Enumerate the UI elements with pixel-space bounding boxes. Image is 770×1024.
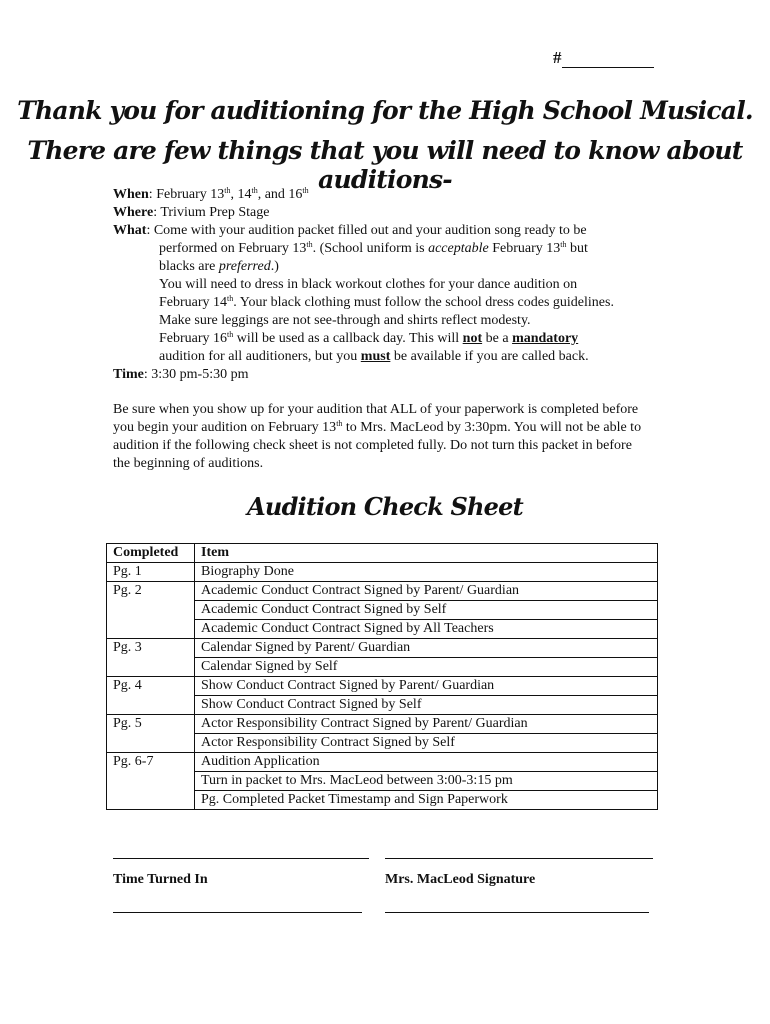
time-value: 3:30 pm-5:30 pm [151,367,249,382]
what-text: be available if you are called back. [390,349,589,364]
emphasis-not: not [462,331,483,346]
what-line-7 [113,330,653,348]
what-text: be a [482,331,513,346]
row-item-cell: Actor Responsibility Contract Signed by Parent/ Guardian [195,715,658,734]
row-item-cell: Biography Done [195,563,658,582]
table-row [107,658,658,677]
table-header-row [107,544,658,563]
what-text: will be used as a callback day. This will [233,331,463,346]
what-text: . Your black clothing must follow the school dress codes guidelines. [233,295,614,310]
table-row [107,677,658,696]
table-row [107,563,658,582]
check-sheet-title: Audition Check Sheet [247,492,523,521]
headline-line-1: Thank you for auditioning for the High School Musical. [17,96,753,125]
row-completed-cell [107,791,195,810]
what-line-2 [113,240,653,258]
what-sup: th [227,330,234,339]
what-text: blacks are [159,259,219,274]
what-italic-preferred: preferred [218,259,271,274]
table-row [107,753,658,772]
where-label: Where [113,205,154,220]
what-text: February 14 [159,295,228,310]
what-sup: th [560,240,567,249]
row-item-cell: Academic Conduct Contract Signed by Parent/ Guardian [195,582,658,601]
what-row: What: Come with your audition packet filled out and your audition song ready to be [113,223,587,238]
table-row [107,696,658,715]
row-completed-cell [107,658,195,677]
when-text-1: February 13 [156,187,225,202]
when-sup-3: th [302,186,309,195]
signature-lower-line [385,912,649,913]
paragraph-text-1: Be sure when you show up for your audition that ALL of your paperwork is completed before you begin your audition on February 13 [113,402,639,435]
row-item-cell: Calendar Signed by Parent/ Guardian [195,639,658,658]
what-line-8 [113,348,653,366]
header-completed: Completed [107,544,195,563]
when-sup-2: th [251,186,258,195]
row-item-cell: Calendar Signed by Self [195,658,658,677]
row-item-cell: Audition Application [195,753,658,772]
table-row [107,734,658,753]
when-text-2: , 14 [230,187,252,202]
row-completed-cell: Pg. 4 [107,677,195,696]
what-label: What [113,223,147,238]
row-completed-cell [107,696,195,715]
time-turned-in-label: Time Turned In [113,872,208,887]
row-item-cell: Show Conduct Contract Signed by Self [195,696,658,715]
paragraph-text-2: to Mrs. MacLeod by 3:30pm. You will not be able to audition if the following check sheet is not completed fully. Do not turn this packet in before the beginning of auditions. [113,420,642,471]
time-row: Time: 3:30 pm-5:30 pm [113,367,249,382]
time-turned-in-line [113,858,369,859]
table-row [107,620,658,639]
row-completed-cell [107,772,195,791]
row-item-cell: Show Conduct Contract Signed by Parent/ Guardian [195,677,658,696]
what-text: performed on February 13 [159,241,307,256]
row-item-cell: Academic Conduct Contract Signed by Self [195,601,658,620]
row-item-cell: Actor Responsibility Contract Signed by Self [195,734,658,753]
number-blank-line [562,49,654,68]
row-completed-cell: Pg. 1 [107,563,195,582]
table-row [107,715,658,734]
check-sheet-table [106,543,658,810]
row-completed-cell [107,734,195,753]
what-line-3 [113,258,653,276]
what-text: .) [270,259,279,274]
table-row [107,639,658,658]
row-completed-cell [107,620,195,639]
row-completed-cell: Pg. 5 [107,715,195,734]
what-line-1: Come with your audition packet filled out and your audition song ready to be [153,223,587,238]
when-row: When: February 13th, 14th, and 16th [113,186,309,202]
table-row [107,582,658,601]
row-completed-cell: Pg. 3 [107,639,195,658]
row-item-cell: Pg. Completed Packet Timestamp and Sign Paperwork [195,791,658,810]
what-line-5 [113,294,653,312]
instructions-paragraph [113,401,643,473]
signature-label: Mrs. MacLeod Signature [385,872,536,887]
what-sup: th [306,240,313,249]
emphasis-mandatory: mandatory [512,331,579,346]
what-text: February 13 [488,241,561,256]
when-label: When [113,187,149,202]
when-sup-1: th [224,186,231,195]
headline-line-2: There are few things that you will need to know about auditions- [27,136,743,194]
time-turned-in-lower-line [113,912,362,913]
row-item-cell: Academic Conduct Contract Signed by All Teachers [195,620,658,639]
header-item: Item [195,544,658,563]
time-label: Time [113,367,144,382]
what-italic-acceptable: acceptable [428,241,489,256]
what-text: . (School uniform is [312,241,429,256]
what-text: but [566,241,588,256]
row-completed-cell [107,601,195,620]
table-row [107,772,658,791]
number-label: # [553,48,562,67]
audition-info [113,186,653,384]
signature-line [385,858,653,859]
what-line-4: You will need to dress in black workout clothes for your dance audition on [159,277,578,292]
when-text-3: , and 16 [257,187,303,202]
packet-number-field [553,48,654,68]
what-line-6: Make sure leggings are not see-through and shirts reflect modesty. [159,313,531,328]
where-value: Trivium Prep Stage [160,205,270,220]
row-completed-cell: Pg. 2 [107,582,195,601]
table-row [107,601,658,620]
emphasis-must: must [360,349,391,364]
paragraph-sup: th [336,419,343,428]
row-item-cell: Turn in packet to Mrs. MacLeod between 3:00-3:15 pm [195,772,658,791]
what-text: February 16 [159,331,228,346]
what-text: audition for all auditioners, but you [159,349,361,364]
row-completed-cell: Pg. 6-7 [107,753,195,772]
what-sup: th [227,294,234,303]
where-row: Where: Trivium Prep Stage [113,205,270,220]
table-row [107,791,658,810]
